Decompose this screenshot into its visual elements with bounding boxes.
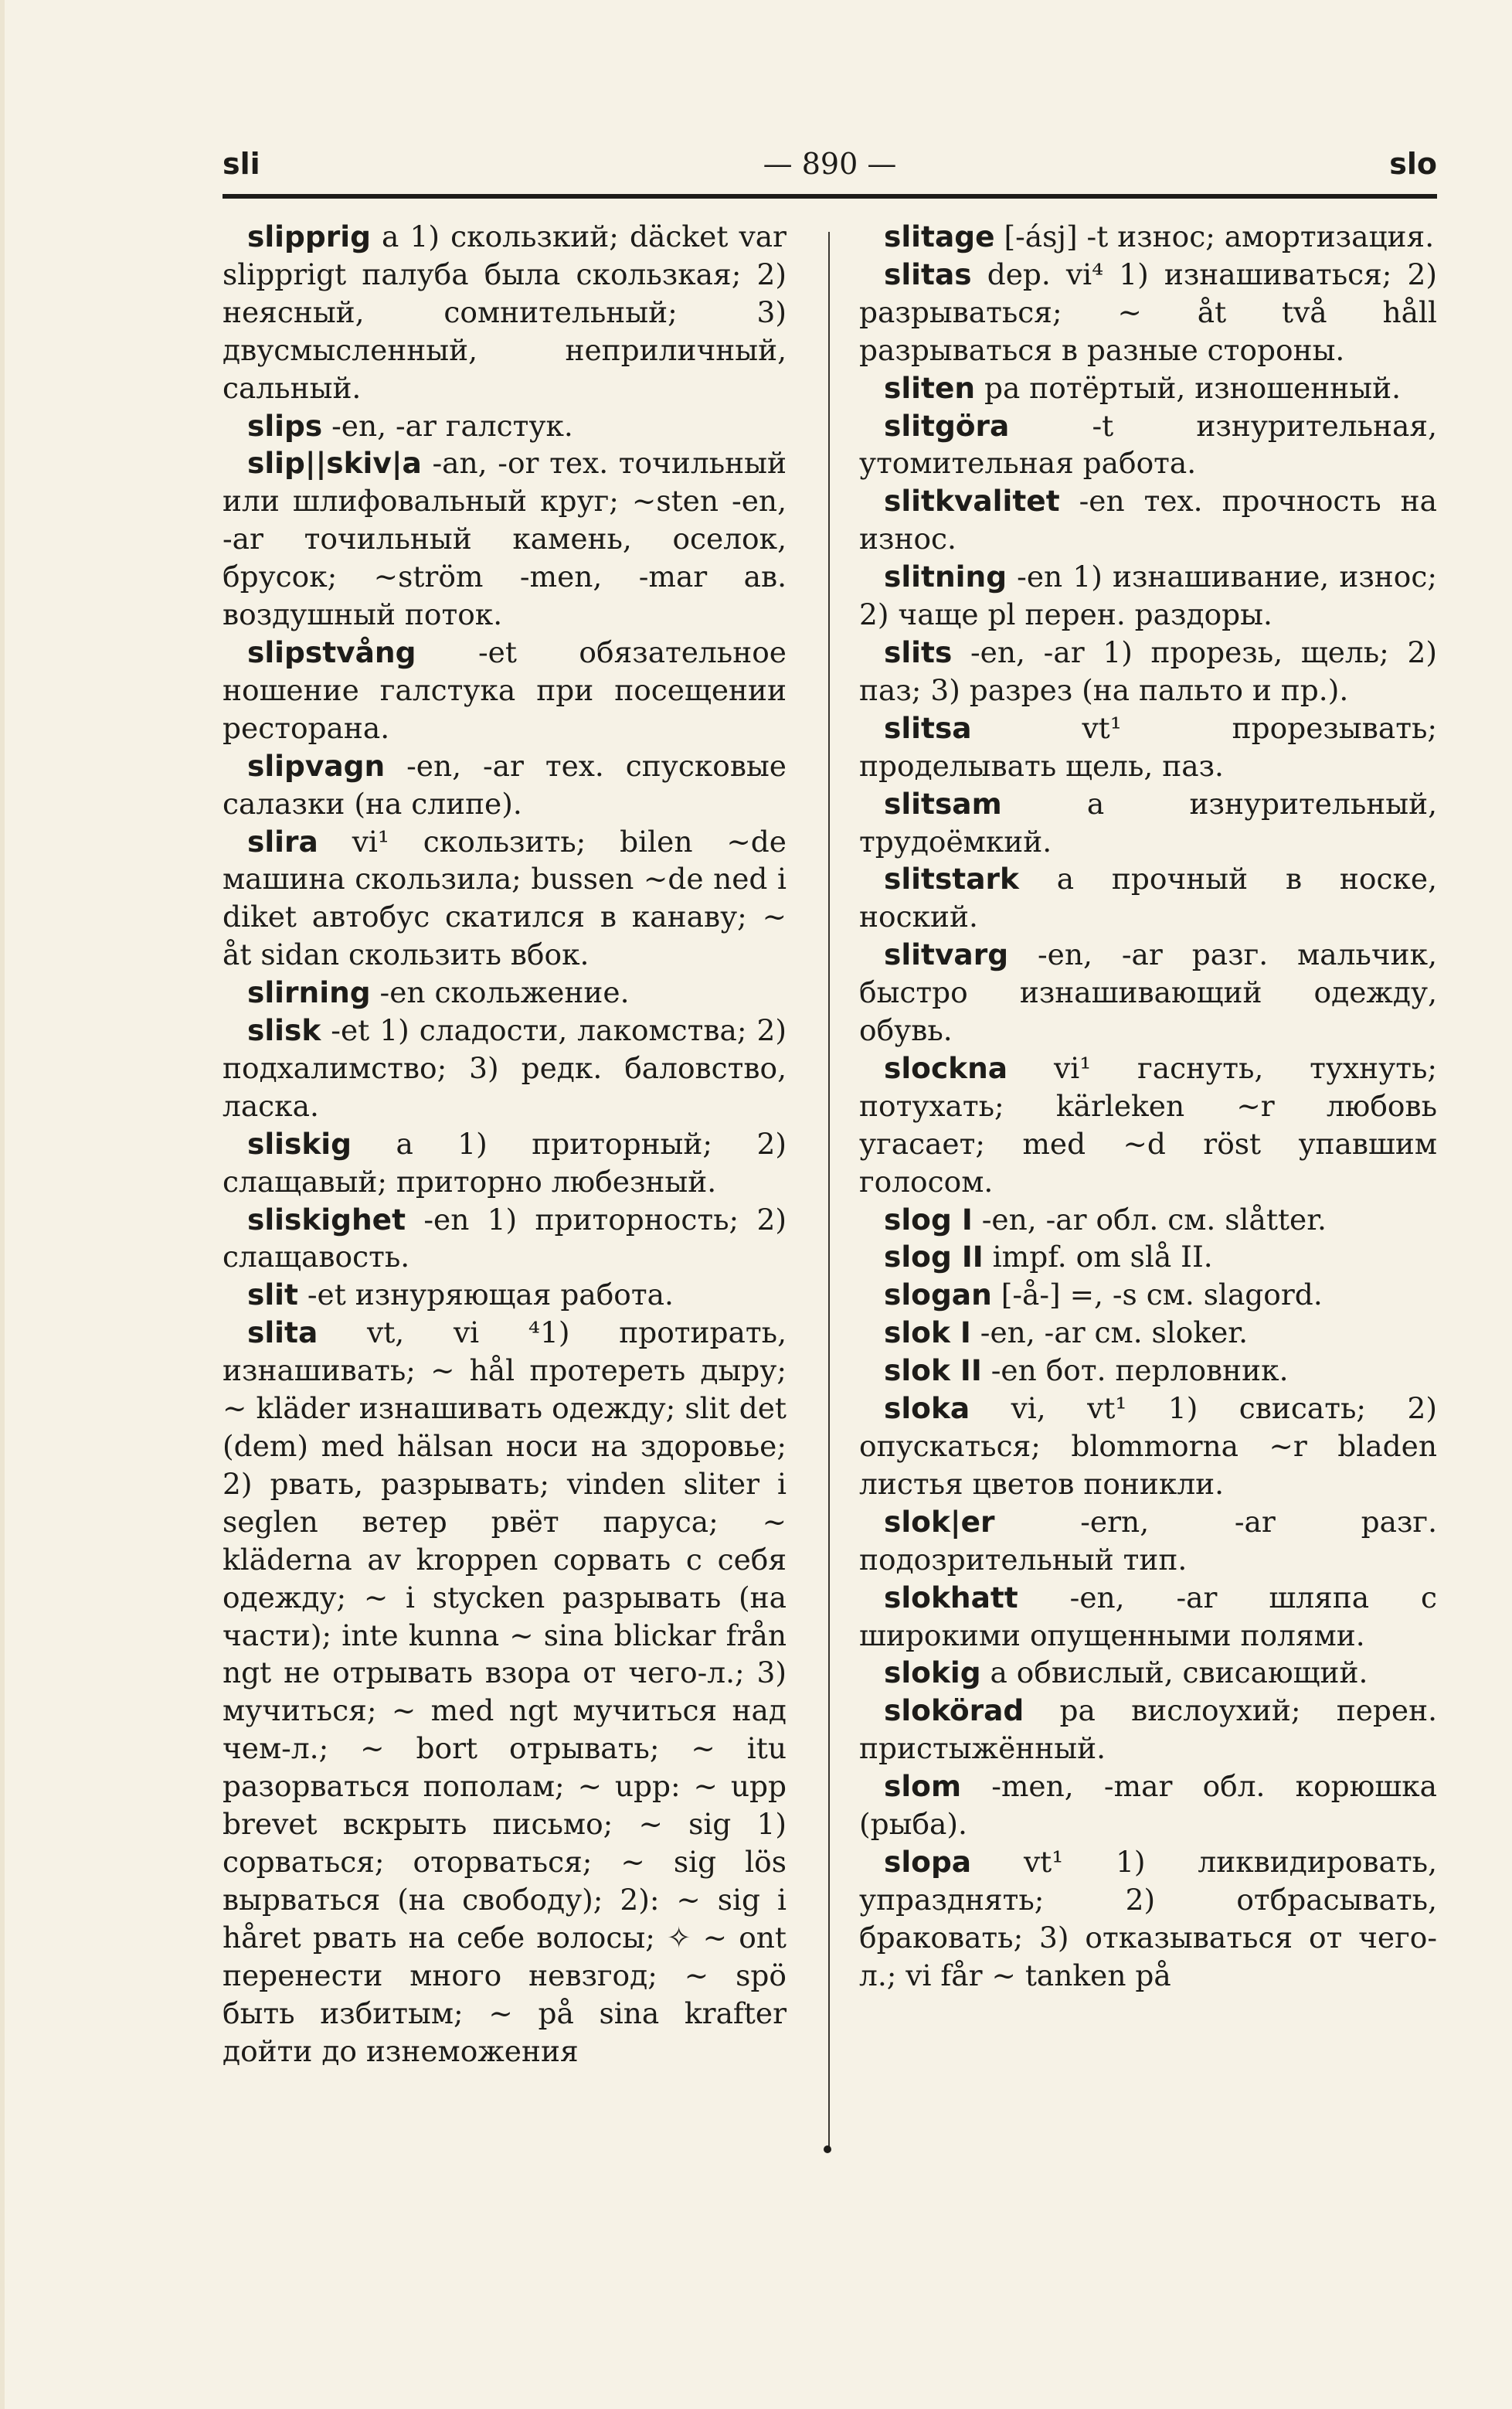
dictionary-entry <box>859 256 1437 369</box>
dictionary-entry <box>859 1276 1437 1314</box>
dictionary-entry <box>859 407 1437 483</box>
dictionary-entry <box>223 1125 787 1201</box>
entry-definition: -et обязательное ношение галстука при посещении ресторана. <box>223 635 787 745</box>
entry-definition: -an, -or тех. точильный или шлифовальный круг; ~sten -en, -ar точильный камень, оселок, брусок; ~ström -men, -mar ав. воздушный поток. <box>223 446 787 632</box>
entry-headword: slokörad <box>884 1693 1024 1728</box>
entry-definition: -en, -ar см. sloker. <box>970 1315 1249 1350</box>
entry-definition: -en, -ar галстук. <box>322 408 573 443</box>
entry-headword: slita <box>247 1315 318 1350</box>
entry-headword: slitsam <box>884 786 1002 821</box>
entry-headword: slitstark <box>884 862 1019 897</box>
header-rule <box>223 194 1437 199</box>
entry-definition: pa потёртый, изношенный. <box>975 370 1402 405</box>
entry-headword: slip||skiv|a <box>247 446 422 481</box>
running-head <box>223 147 1437 193</box>
dictionary-entry <box>859 1768 1437 1843</box>
entry-headword: slokig <box>884 1655 981 1690</box>
dictionary-entry <box>859 709 1437 785</box>
entry-definition: -en 1) изнашивание, износ; 2) чаще pl перен. раздоры. <box>859 560 1437 632</box>
entry-definition: -en бот. перловник. <box>981 1353 1289 1388</box>
dictionary-entry <box>223 974 787 1012</box>
entry-definition: [-ásj] -t износ; амортизация. <box>994 219 1435 253</box>
entry-definition: -en, -ar тех. спусковые салазки (на слипе). <box>223 748 787 821</box>
entry-headword: sliskig <box>247 1126 352 1161</box>
entry-headword: slipstvång <box>247 635 416 669</box>
dictionary-entry <box>859 1201 1437 1239</box>
entry-headword: slips <box>247 408 323 443</box>
entry-definition: -en, -ar 1) прорезь, щель; 2) паз; 3) разрез (на пальто и пр.). <box>859 635 1437 707</box>
entry-headword: slok II <box>884 1353 982 1388</box>
dictionary-entry <box>223 634 787 747</box>
entry-definition: -et 1) сладости, лакомства; 2) подхалимство; 3) редк. баловство, ласка. <box>223 1013 787 1123</box>
entry-headword: slog II <box>884 1240 984 1274</box>
dictionary-entry <box>859 482 1437 558</box>
dictionary-entry <box>859 1050 1437 1201</box>
dictionary-entry <box>223 747 787 823</box>
dictionary-entry <box>223 1314 787 2070</box>
entry-headword: slits <box>884 635 953 669</box>
entry-headword: sliskighet <box>247 1202 406 1237</box>
entry-headword: slitgöra <box>884 408 1010 443</box>
entry-definition: -en тех. прочность на износ. <box>859 484 1437 556</box>
entry-headword: slira <box>247 824 318 859</box>
dictionary-entry <box>859 1692 1437 1768</box>
entry-headword: sliten <box>884 370 976 405</box>
dictionary-entry <box>859 1579 1437 1655</box>
dictionary-entry <box>223 444 787 634</box>
dictionary-entry <box>223 218 787 407</box>
entry-headword: slipprig <box>247 219 371 253</box>
dictionary-entry <box>223 823 787 975</box>
entry-headword: slit <box>247 1278 298 1312</box>
entry-definition: vt¹ 1) ликвидировать, упразднять; 2) отбрасывать, браковать; 3) отказываться от чего-л.; vi får ~ tanken på <box>859 1844 1437 1992</box>
entry-definition: dep. vi⁴ 1) изнашиваться; 2) разрываться; ~ åt två håll разрываться в разные стороны. <box>859 257 1437 367</box>
entry-headword: slipvagn <box>247 748 386 783</box>
entry-headword: slitsa <box>884 710 972 745</box>
entry-headword: slitvarg <box>884 937 1009 972</box>
dictionary-entry <box>859 558 1437 634</box>
entry-definition: vi¹ скользить; bilen ~de машина скользила; bussen ~de ned i diket автобус скатился в канаву; ~ åt sidan скользить вбок. <box>223 824 787 972</box>
entry-definition: -et изнуряющая работа. <box>297 1278 674 1312</box>
entry-headword: slokhatt <box>884 1580 1018 1615</box>
dictionary-entry <box>223 1012 787 1125</box>
entry-headword: slitas <box>884 257 972 291</box>
dictionary-entry <box>859 1352 1437 1390</box>
entry-headword: slisk <box>247 1013 321 1048</box>
entry-definition: a обвислый, свисающий. <box>980 1655 1368 1690</box>
guide-word-right: slo <box>1389 147 1437 181</box>
entry-definition: -en, -ar шляпа с широкими опущенными полями. <box>859 1580 1437 1652</box>
entry-headword: slockna <box>884 1050 1008 1085</box>
entry-headword: slirning <box>247 975 371 1010</box>
dictionary-entry <box>859 1390 1437 1503</box>
entry-definition: -t изнурительная, утомительная работа. <box>859 408 1437 481</box>
page-number: — 890 — <box>763 147 897 181</box>
dictionary-entry <box>859 1503 1437 1579</box>
dictionary-entry <box>223 1201 787 1277</box>
entry-headword: slok|er <box>884 1504 995 1539</box>
entry-definition: a 1) скользкий; däcket var slipprigt палуба была скользкая; 2) неясный, сомнительный; 3) двусмысленный, неприличный, сальный. <box>223 219 787 405</box>
right-column <box>859 218 1437 1995</box>
entry-headword: slom <box>884 1769 962 1804</box>
entry-headword: slogan <box>884 1278 992 1312</box>
entry-definition: a 1) приторный; 2) слащавый; приторно любезный. <box>223 1126 787 1199</box>
entry-definition: impf. om slå II. <box>983 1240 1213 1274</box>
entry-headword: slitning <box>884 560 1007 594</box>
dictionary-entry <box>223 407 787 445</box>
dictionary-entry <box>859 785 1437 861</box>
dictionary-entry <box>859 1238 1437 1276</box>
entry-headword: slok I <box>884 1315 971 1350</box>
entry-definition: -men, -mar обл. корюшка (рыба). <box>859 1769 1437 1842</box>
entry-definition: vi, vt¹ 1) свисать; 2) опускаться; blommorna ~r bladen листья цветов поникли. <box>859 1391 1437 1501</box>
entry-definition: -en, -ar обл. см. slåtter. <box>972 1202 1327 1237</box>
entry-definition: -ern, -ar разг. подозрительный тип. <box>859 1504 1437 1577</box>
entry-definition: a изнурительный, трудоёмкий. <box>859 786 1437 859</box>
dictionary-entry <box>859 860 1437 936</box>
entry-headword: slitage <box>884 219 995 253</box>
dictionary-entry <box>859 936 1437 1050</box>
entry-definition: vt, vi ⁴1) протирать, изнашивать; ~ hål протереть дыру; ~ kläder изнашивать одежду; slit det (dem) med hälsan носи на здоровье; 2) рвать, разрывать; vinden sliter i seglen ветер рвёт паруса; ~ kläderna av kroppen сорвать с себя одежду; ~ i stycken разрывать (на части); inte kunna ~ sina blickar från ngt не отрывать взора от чего-л.; 3) мучиться; ~ med ngt мучиться над чем-л.; ~ bort отрывать; ~ itu разорваться пополам; ~ upp: ~ upp brevet вскрыть письмо; ~ sig 1) сорваться; оторваться; ~ sig lös вырваться (на свободу); 2): ~ sig i håret рвать на себе волосы; ✧ ~ ont перенести много невзгод; ~ spö быть избитым; ~ på sina krafter дойти до изнеможения <box>223 1315 787 2068</box>
entry-definition: -en скольжение. <box>370 975 630 1010</box>
column-divider <box>828 232 830 2149</box>
entry-definition: -en 1) приторность; 2) слащавость. <box>223 1202 787 1274</box>
entry-headword: slopa <box>884 1844 972 1879</box>
entry-definition: vi¹ гаснуть, тухнуть; потухать; kärleken ~r любовь угасает; med ~d röst упавшим голосом. <box>859 1050 1437 1199</box>
dictionary-entry <box>859 1654 1437 1692</box>
dictionary-entry <box>859 1843 1437 1995</box>
entry-definition: pa вислоухий; перен. пристыжённый. <box>859 1693 1437 1766</box>
dictionary-entry <box>859 1314 1437 1352</box>
left-column <box>223 218 787 2070</box>
guide-word-left: sli <box>223 147 260 181</box>
dictionary-entry <box>223 1276 787 1314</box>
entry-headword: sloka <box>884 1391 970 1426</box>
dictionary-entry <box>859 634 1437 709</box>
entry-definition: [-å-] =, -s см. slagord. <box>991 1278 1323 1312</box>
divider-dot <box>824 2145 831 2153</box>
entry-headword: slog I <box>884 1202 973 1237</box>
entry-headword: slitkvalitet <box>884 484 1060 519</box>
entry-definition: a прочный в носке, ноский. <box>859 862 1437 934</box>
dictionary-entry <box>859 369 1437 407</box>
entry-definition: vt¹ прорезывать; проделывать щель, паз. <box>859 710 1437 783</box>
entry-definition: -en, -ar разг. мальчик, быстро изнашивающий одежду, обувь. <box>859 937 1437 1048</box>
dictionary-entry <box>859 218 1437 256</box>
